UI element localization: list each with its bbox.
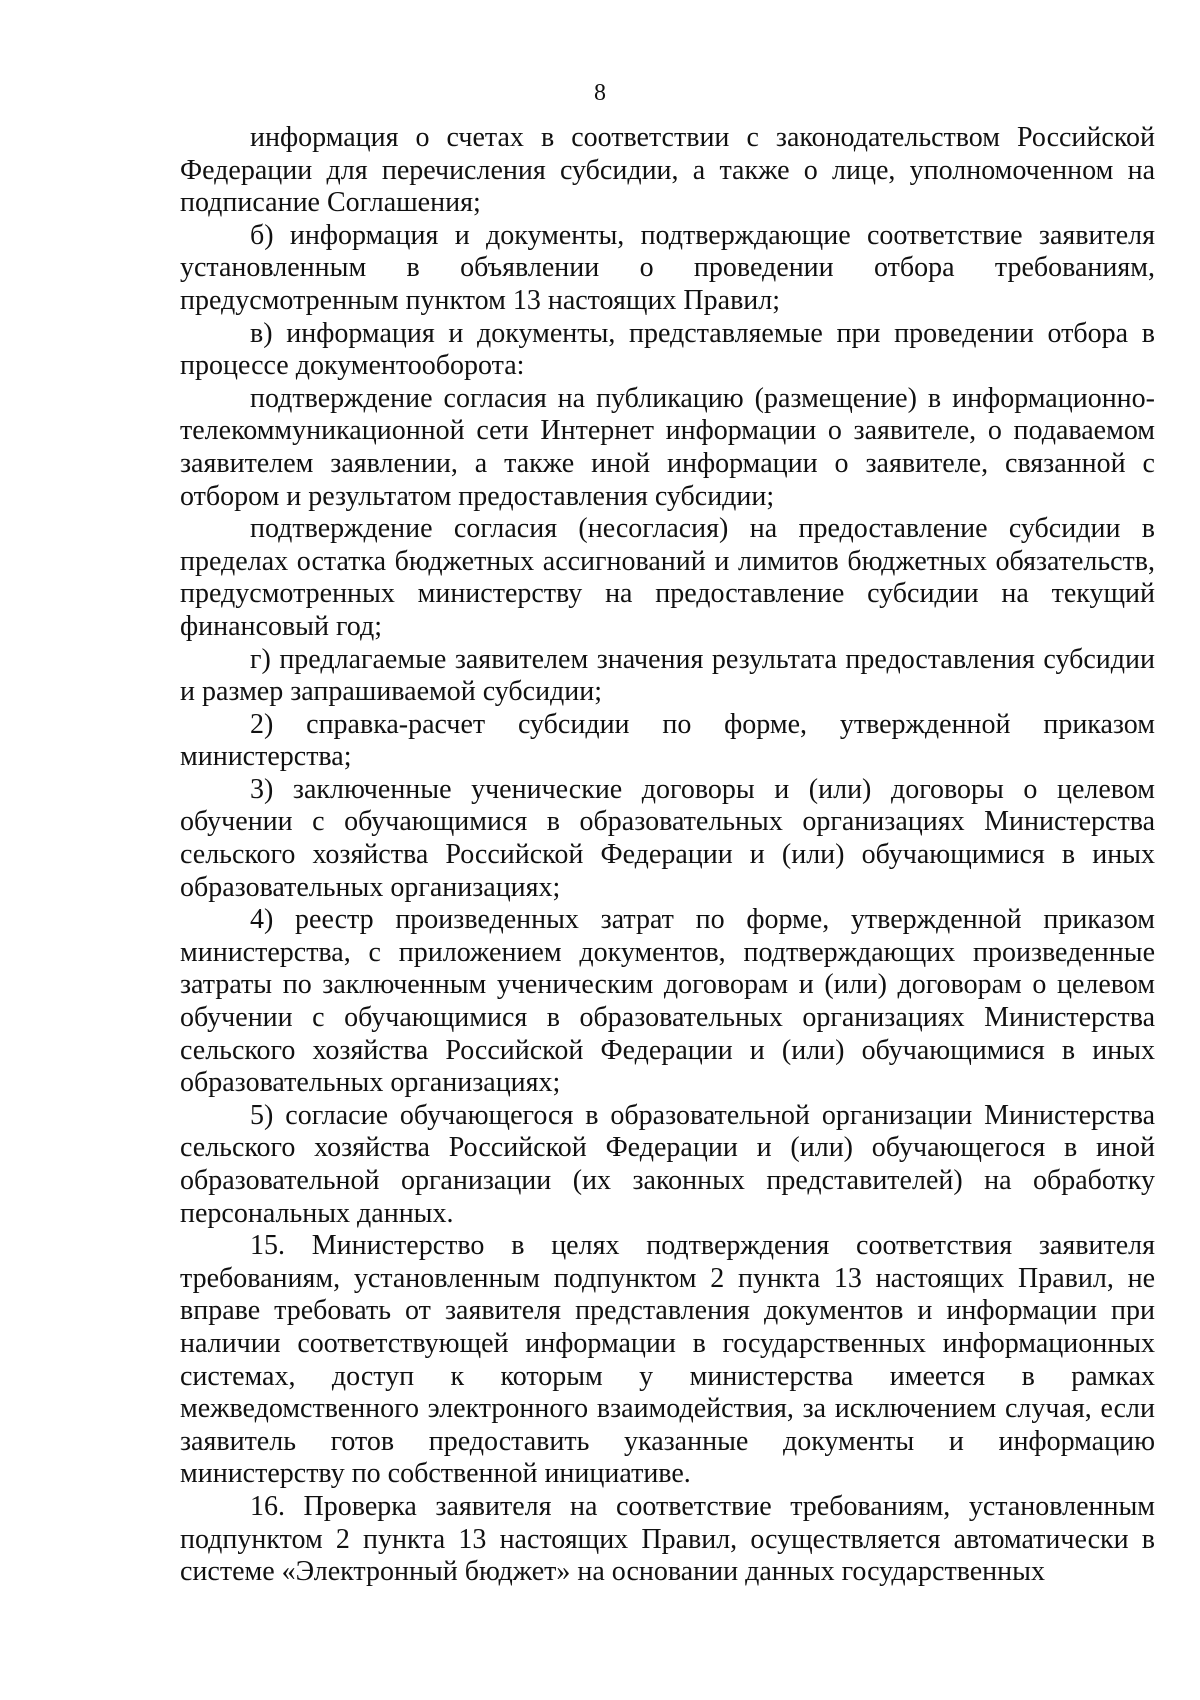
paragraph-2-calculation: 2) справка-расчет субсидии по форме, утвержденной приказом министерства; [180, 708, 1155, 773]
paragraph-v-workflow-docs: в) информация и документы, представляемые при проведении отбора в процессе документооборота: [180, 317, 1155, 382]
paragraph-subsidy-consent: подтверждение согласия (несогласия) на предоставление субсидии в пределах остатка бюджетных ассигнований и лимитов бюджетных обязательств, предусмотренных министерству на предоставление субсидии на текущий финансовый год; [180, 513, 1155, 642]
paragraph-16-automatic-check: 16. Проверка заявителя на соответствие требованиям, установленным подпунктом 2 пункта 13 настоящих Правил, осуществляется автоматически в системе «Электронный бюджет» на основании данных государственных [180, 1490, 1155, 1588]
page-number: 8 [594, 80, 606, 106]
paragraph-b-conformity-docs: б) информация и документы, подтверждающие соответствие заявителя установленным в объявлении о проведении отбора требованиям, предусмотренным пунктом 13 настоящих Правил; [180, 219, 1155, 316]
paragraph-5-personal-data-consent: 5) согласие обучающегося в образовательной организации Министерства сельского хозяйства Российской Федерации и (или) обучающегося в иной образовательной организации (их законных представителей) на обработку персональных данных. [180, 1099, 1155, 1229]
paragraph-g-proposed-values: г) предлагаемые заявителем значения результата предоставления субсидии и размер запрашиваемой субсидии; [180, 643, 1155, 708]
paragraph-accounts-info: информация о счетах в соответствии с законодательством Российской Федерации для перечисления субсидии, а также о лице, уполномоченном на подписание Соглашения; [180, 122, 1155, 219]
paragraph-4-expense-register: 4) реестр произведенных затрат по форме, утвержденной приказом министерства, с приложением документов, подтверждающих произведенные затраты по заключенным ученическим договорам и (или) договорам о целевом обучении с обучающимися в образовательных организациях Министерства сельского хозяйства Российской Федерации и (или) обучающимися в иных образовательных организациях; [180, 904, 1155, 1099]
document-body [180, 122, 1155, 1589]
paragraph-3-contracts: 3) заключенные ученические договоры и (или) договоры о целевом обучении с обучающимися в образовательных организациях Министерства сельского хозяйства Российской Федерации и (или) обучающимися в иных образовательных организациях; [180, 773, 1155, 903]
paragraph-publication-consent: подтверждение согласия на публикацию (размещение) в информационно-телекоммуникационной сети Интернет информации о заявителе, о подаваемом заявителем заявлении, а также иной информации о заявителе, связанной с отбором и результатом предоставления субсидии; [180, 382, 1155, 512]
paragraph-15-ministry-restrictions: 15. Министерство в целях подтверждения соответствия заявителя требованиям, установленным подпунктом 2 пункта 13 настоящих Правил, не вправе требовать от заявителя представления документов и информации при наличии соответствующей информации в государственных информационных системах, доступ к которым у министерства имеется в рамках межведомственного электронного взаимодействия, за исключением случая, если заявитель готов предоставить указанные документы и информацию министерству по собственной инициативе. [180, 1230, 1155, 1490]
